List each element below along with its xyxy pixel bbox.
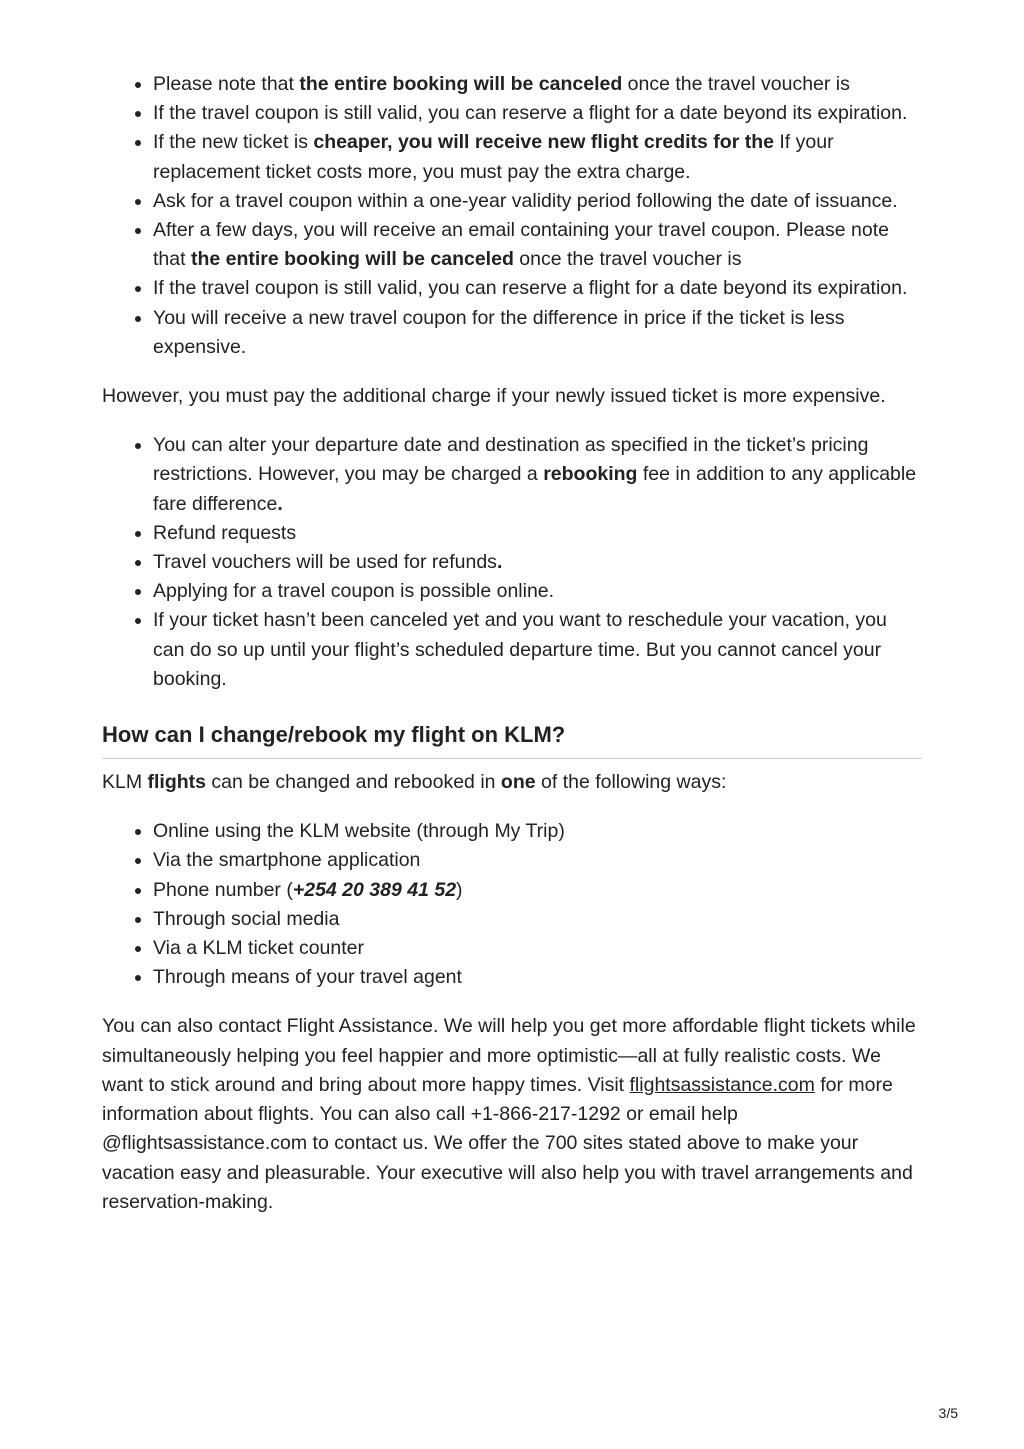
- item-text: Ask for a travel coupon within a one-year validity period following the date of issuance.: [153, 189, 898, 212]
- intro-text: KLM: [102, 771, 148, 794]
- item-text: once the travel voucher is: [622, 73, 850, 95]
- list-item: • Via the smartphone application: [153, 846, 922, 875]
- bullet-list-travel-voucher: [102, 70, 922, 362]
- list-item: [153, 304, 922, 362]
- bullet-list-rebooking: [102, 431, 922, 694]
- item-text: After a few days, you will receive an email containing your travel coupon. Please note that: [153, 219, 889, 271]
- item-bold-period: .: [277, 492, 283, 515]
- document-page: [102, 70, 922, 1217]
- item-bold-text: rebooking: [543, 463, 638, 486]
- paragraph-text: You can also contact Flight Assistance. We will help you get more affordable flight tickets while simultaneously helping you feel happier and more optimistic—all at fully realistic costs. We want to stick around and bring about more happy times. Visit: [102, 1015, 916, 1096]
- paragraph-text: for more information about flights. You can also call +1-866-217-1292 or email help @flightsassistance.com to contact us. We offer the 700 sites stated above to make your vacation easy and pleasurable. Your executive will also help you with travel arrangements and reservation-making.: [102, 1073, 913, 1213]
- flightsassistance-link[interactable]: flightsassistance.com: [629, 1073, 815, 1096]
- section-heading: How can I change/rebook my flight on KLM?: [102, 720, 922, 759]
- item-text: fee in addition to any applicable fare difference: [153, 463, 917, 515]
- item-text: If the travel coupon is still valid, you can reserve a flight for a date beyond its expiration.: [153, 102, 908, 125]
- list-item: • Online using the KLM website (through My Trip): [153, 817, 922, 846]
- item-text: If your ticket hasn’t been canceled yet and you want to reschedule your vacation, you can do so up until your flight’s scheduled departure time. But you cannot cancel your booking.: [153, 609, 887, 690]
- item-bold-text: cheaper, you will receive new flight credits for the: [313, 131, 774, 154]
- list-item: [153, 70, 922, 99]
- list-item: [153, 519, 922, 548]
- list-item: [153, 876, 922, 905]
- item-text: once the travel voucher is: [513, 248, 742, 271]
- item-text: If the travel coupon is still valid, you can reserve a flight for a date beyond its expiration.: [153, 277, 908, 300]
- item-text: If the new ticket is: [153, 131, 314, 154]
- list-item: [153, 99, 922, 128]
- item-bold-period: .: [496, 551, 503, 574]
- item-text: Phone number (: [153, 878, 293, 901]
- paragraph-flight-assistance: [102, 1012, 922, 1216]
- list-item: • Via a KLM ticket counter: [153, 934, 922, 963]
- list-item: [153, 577, 922, 606]
- list-item: [153, 187, 922, 216]
- paragraph-intro: [102, 768, 922, 797]
- item-bold-text: the entire booking will be canceled: [299, 73, 623, 95]
- phone-number: +254 20 389 41 52: [292, 878, 457, 901]
- intro-text: can be changed and rebooked in: [206, 771, 501, 794]
- bullet-list-change-methods: [102, 817, 922, 992]
- list-item: [153, 274, 922, 303]
- item-bold-text: the entire booking will be canceled: [190, 248, 514, 271]
- list-item: [153, 548, 922, 577]
- page-number: 3/5: [938, 1405, 958, 1421]
- item-text: Refund requests: [153, 521, 297, 544]
- item-text: You will receive a new travel coupon for the difference in price if the ticket is less expensive.: [153, 306, 845, 358]
- list-item: • Through social media: [153, 905, 922, 934]
- paragraph-additional-charge: However, you must pay the additional charge if your newly issued ticket is more expensive.: [102, 385, 886, 408]
- item-text: ): [456, 878, 463, 901]
- item-text: If your replacement ticket costs more, you must pay the extra charge.: [153, 131, 834, 183]
- intro-bold-text: flights: [147, 771, 207, 794]
- list-item: • Through means of your travel agent: [153, 963, 922, 992]
- list-item: [153, 606, 922, 694]
- intro-bold-text: one: [500, 771, 536, 794]
- item-text: Please note that: [153, 73, 300, 95]
- item-text: Travel vouchers will be used for refunds: [153, 551, 497, 574]
- list-item: [153, 216, 922, 274]
- item-text: Applying for a travel coupon is possible online.: [153, 580, 555, 603]
- item-text: You can alter your departure date and destination as specified in the ticket’s pricing restrictions. However, you may be charged a: [153, 434, 869, 486]
- list-item: [153, 128, 922, 186]
- list-item: [153, 431, 922, 519]
- intro-text: of the following ways:: [535, 771, 727, 794]
